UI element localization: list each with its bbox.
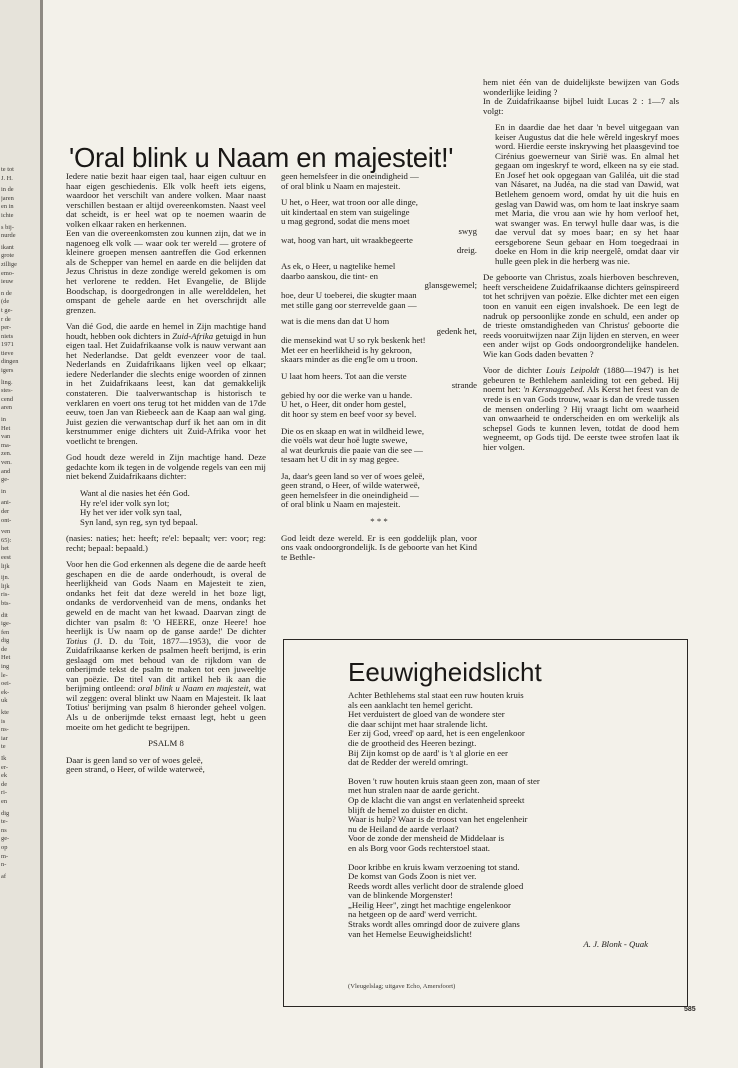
fragment-line: m- <box>1 852 9 860</box>
fragment-line: ris- <box>1 591 10 599</box>
fragment-line: ani- <box>1 499 11 507</box>
fragment-line: nurde <box>1 232 16 240</box>
poem-line: „Heilig Heer", zingt het machtige engelenkoor <box>348 899 511 910</box>
bible-quote: En in daardie dae het daar 'n bevel uitgegaan van keiser Augustus dat die hele wêreld ingeskryf moes word. Hierdie eerste inskrywing het plaasgevind toe Cirénius goewerneur van Sirië was. En almal het gegaan om ingeskryf te word, elkeen na sy eie stad. En Josef het ook opgegaan van Galiléa, uit die stad van Násaret, na Judéa, na die stad van Dawid, wat Betlehem genoem word, omdat hy uit die huis en geslag van Dawid was, om hom te laat inskrye saam met Maria, die vrou aan wie hy hom verloof het, wat swanger was. En terwyl hulle daar was, is die dae vervul dat sy moes baar; en sy het haar eersgeborene Seun gebaar en Hom toegedraai in doeke en Hom in die krip neergelê, omdat daar vir hulle geen plek in die herberg was nie. <box>495 122 679 266</box>
paragraph: God leidt deze wereld. Er is een goddelijk plan, voor ons vaak ondoorgrondelijk. Is de geboorte van het Kind te Bethle- <box>281 532 477 562</box>
fragment-line: ijn. <box>1 574 10 582</box>
fragment-line: dit <box>1 611 8 619</box>
fragment-line: ieuw <box>1 278 14 286</box>
psalm-verse: geen hemelsfeer in die oneindigheid — of oral blink u Naam en majesteit. <box>281 171 419 191</box>
fragment-line: ing <box>1 663 10 671</box>
fragment-line: ikant <box>1 243 14 251</box>
fragment-line: ichte <box>1 211 14 219</box>
fragment-line: en in <box>1 203 14 211</box>
fragment-line: zillige <box>1 260 17 268</box>
poem-line: Voor de zonde der mensheid de Middelaar is <box>348 833 505 844</box>
fragment-line: and <box>1 467 11 475</box>
fragment-line: ven. <box>1 459 12 466</box>
previous-page-text-fragments <box>1 166 37 881</box>
fragment-line: grote <box>1 252 15 260</box>
poem-line: met hun stralen naar de aarde gericht. <box>348 785 480 796</box>
gloss: (nasies: naties; het: heeft; re'el: bepaalt; ver: voor; reg: recht; bepaal: bepaald.) <box>66 533 266 553</box>
fragment-line: in <box>1 487 6 495</box>
fragment-line: ling. <box>1 378 13 386</box>
paragraph: Van dié God, die aarde en hemel in Zijn machtige hand houdt, hebben ook dichters in Zuid-Afrika getuigd in hun eigen taal. Het Zuidafrikaanse volk is nauw verwant aan het Nederlandse. Dat geldt evenzeer voor de taal. Nederlands en Zuidafrikaans lijken veel op elkaar; iedere Nederlander die slechts enige woorden of zinnen in het Zuidafrikaans leest, kan dat gemakkelijk constateren. Die taalverwantschap is historisch te verklaren en voert ons terug tot het midden van de 17de eeuw, toen Jan van Riebeeck aan de Kaap aan wal ging. Juist gezien die verwantschap durf ik het aan om in dit kerstnummer enige dichters uit Zuid-Afrika voor het voetlicht te brengen. <box>66 321 267 446</box>
fragment-line: te- <box>1 818 8 826</box>
fragment-line: eest <box>1 553 11 561</box>
fragment-line: ns- <box>1 726 9 734</box>
article-column-1 <box>66 172 266 782</box>
fragment-line: in <box>1 416 6 424</box>
fragment-line: emo- <box>1 269 15 277</box>
poem-line: blijft de hemel zo duister en dicht. <box>348 804 468 815</box>
fragment-line: de <box>1 645 8 653</box>
poem-line: die de grootheid des Heeren bezingt. <box>348 737 477 748</box>
fragment-line: ge- <box>1 835 10 843</box>
fragment-line: n- <box>1 861 7 869</box>
fragment-line: uk <box>1 697 8 705</box>
paragraph: Iedere natie bezit haar eigen taal, haar eigen cultuur en haar eigen geschiedenis. Elk volk heeft iets eigens, waardoor het verschilt van andere volken. Maar naast verschillen bestaan er altijd overeenkomsten. Naast veel dat scheidt, is er heel wat op te noemen waarin de volken elkaar raken en herkennen. <box>66 171 266 229</box>
fragment-line: te tot <box>1 166 14 173</box>
fragment-line: kte <box>1 709 9 717</box>
fragment-line: ek- <box>1 688 10 696</box>
poem-line: Door kribbe en kruis kwam verzoening tot stand. <box>348 861 520 872</box>
page-number: 585 <box>684 1006 696 1013</box>
poem-stanza <box>348 691 648 768</box>
paragraph: Een van die overeenkomsten zou kunnen zijn, dat we in nagenoeg elk volk — waar ook ter wereld — grotere of kleinere groepen mensen aantreffen die God erkennen als de Schepper van hemel en aarde en die belijden dat Jezus Christus in deze zondige wereld gekomen is om het verlorene te redden. Het Evangelie, de Blijde Boodschap, is doorgedrongen in alle werelddelen, het omspant de gehele aarde en het overschrijdt alle grenzen. <box>66 228 266 315</box>
sidebar-poem-title: Eeuwigheidslicht <box>348 657 542 687</box>
fragment-line: ven <box>1 528 11 536</box>
psalm-verse: U laat hom heers. Tot aan die verste strande gebied hy oor die werke van u hande. U het, o Heer, dit onder hom gestel, dit hoor sy stem en beef voor sy bevel. <box>281 370 477 420</box>
fragment-line: in de <box>1 186 14 194</box>
section-separator: * * * <box>370 515 388 526</box>
poem-line: Boven 't ruw houten kruis staan geen zon, maan of ster <box>348 775 540 786</box>
fragment-line: het <box>1 545 9 553</box>
article-column-3 <box>483 78 679 459</box>
previous-page-strip <box>0 0 40 1068</box>
paragraph: De geboorte van Christus, zoals hierboven beschreven, heeft verscheidene Zuidafrikaanse dichters geïnspireerd tot het schrijven van poëzie. Elke dichter met een eigen toon en vanuit een eigen invalshoek. De een legt de nadruk op persoonlijke zonde en schuld, een ander op de trieste omstandigheden van Christus' geboorte die reeds vooruitwijzen naar Zijn lijden en sterven, en weer een ander wijst op Gods ondoorgrondelijke handelen. Wie kan Gods daden bevatten ? <box>483 272 679 359</box>
fragment-line: ns <box>1 826 7 834</box>
fragment-line: 65): <box>1 536 12 544</box>
paragraph: Voor hen die God erkennen als degene die de aarde heeft geschapen en die de aarde onderhoudt, is overal de heerlijkheid van Gods Naam en Majesteit te zien, ondanks het feit dat deze wereld in het boze ligt, ondanks de verdorvenheid van de mens, ondanks het geweld en de macht van het kwaad. Daarvan zingt de dichter van psalm 8: 'O HEERE, onze Heere! hoe heerlijk is Uw naam op de ganse aarde!' De dichter Totius (J. D. du Toit, 1877—1953), die voor de Zuidafrikaanse kerken de psalmen heeft berijmd, is erin geslaagd om met behoud van de rijkdom van de onberijmde tekst de psalm te maken tot een juweeltje van poëzie. De titel van dit artikel heb ik aan die berijming ontleend: oral blink u Naam en majesteit, wat wil zeggen: overal blinkt uw Naam en Majesteit. Ik laat Totius' berijming van psalm 8 hieronder geheel volgen. Als u de onberijmde tekst ernaast legt, hebt u geen moeite om het gedicht te begrijpen. <box>66 559 266 732</box>
psalm-verse: Ja, daar's geen land so ver of woes geleë, geen strand, o Heer, of wilde waterweë, geen hemelsfeer in die oneindigheid — of oral blink u Naam en majesteit. <box>281 470 425 510</box>
fragment-line: ri- <box>1 789 8 797</box>
fragment-line: r de <box>1 315 11 323</box>
fragment-line: dig <box>1 637 10 645</box>
paragraph: In de Zuidafrikaanse bijbel luidt Lucas 2 : 1—7 als volgt: <box>483 96 679 116</box>
poem-line: Waar is hulp? Waar is de troost van het engelenheir <box>348 814 528 825</box>
psalm-verse: wat is die mens dan dat U hom gedenk het, die mensekind wat U so ryk beskenk het! Met eer en heerlikheid is hy gekroon, skaars minder as die eng'le om u troon. <box>281 316 477 365</box>
fragment-line: bts- <box>1 599 11 607</box>
fragment-line: stes- <box>1 387 13 395</box>
quoted-verse: Want al die nasies het één God. Hy re'el ider volk syn lot; Hy het ver ider volk syn taal, Syn land, syn reg, syn tyd bepaal. <box>80 487 198 527</box>
poem-line: van de blinkende Morgenster! <box>348 890 454 901</box>
fragment-line: niets <box>1 332 14 340</box>
article-title: 'Oral blink u Naam en majesteit!' <box>69 142 454 174</box>
poem-line: van het Hemelse Eeuwigheidslicht! <box>348 928 473 939</box>
poem-line: nu de Heiland de aarde verlaat? <box>348 823 459 834</box>
psalm-verse: Daar is geen land so ver of woes geleë, geen strand, o Heer, of wilde waterweë, <box>66 754 205 775</box>
fragment-line: ge- <box>1 476 10 484</box>
paragraph: God houdt deze wereld in Zijn machtige hand. Deze gedachte kom ik tegen in de volgende regels van een mij niet bekend Zuidafrikaans dichter: <box>66 452 266 482</box>
poem-line: Eer zij God, vreed' op aard, het is een engelenkoor <box>348 728 525 739</box>
poem-author: A. J. Blonk - Quak <box>583 939 648 950</box>
fragment-line: ige- <box>1 620 11 628</box>
fragment-line: ont- <box>1 516 12 524</box>
fragment-line: oei- <box>1 680 11 688</box>
fragment-line: lijk <box>1 562 10 570</box>
paragraph: Voor de dichter Louis Leipoldt (1880—1947) is het gebeuren te Bethlehem aanleiding tot een gebed. Hij noemt het: 'n Kersnaggebed. Als Kerst het feest van de vrede is en van Gods trouw, waar is dan de vrede tussen de mensen onderling ? Hij vraagt licht om waarheid van onwaarheid te onderscheiden en om werkelijk als schepsel Gods te kunnen leven, totdat de dood hem wegneemt, op Gods tijd. De eerste twee strofen laat ik hier volgen. <box>483 365 679 452</box>
fragment-line: lijk <box>1 582 10 590</box>
poem-line: Het verduistert de gloed van de wondere ster <box>348 709 505 720</box>
fragment-line: zen. <box>1 450 12 458</box>
sidebar-poem-body <box>348 691 648 950</box>
poem-line: Achter Bethlehems stal staat een ruw houten kruis <box>348 690 524 700</box>
poem-line: en als Borg voor Gods rechterstoel staat. <box>348 842 490 853</box>
fragment-line: n de <box>1 289 12 297</box>
fragment-line: de <box>1 780 8 788</box>
fragment-line: jaren <box>1 194 14 202</box>
fragment-line: le- <box>1 671 8 679</box>
poem-line: dat de Redder der wereld omringt. <box>348 757 469 768</box>
fragment-line: ma- <box>1 441 11 449</box>
fragment-line: 1971 <box>1 341 14 349</box>
article-column-2 <box>281 172 477 569</box>
fragment-line: Het <box>1 424 11 432</box>
fragment-line: af <box>1 872 6 880</box>
fragment-line: ek <box>1 772 8 780</box>
fragment-line: tieve <box>1 349 14 357</box>
sidebar-poem-box <box>283 639 688 1007</box>
poem-source: (Vleugelslag; uitgave Echo, Amersfoort) <box>348 983 456 990</box>
fragment-line: aren <box>1 404 12 412</box>
fragment-line: dig <box>1 809 10 817</box>
psalm-verse: As ek, o Heer, u nagtelike hemel daarbo aanskou, die tint- en glansgewemel; hoe, deur U toeberei, die skugter maan met stille gang oor sterrevelde gaan — <box>281 261 477 310</box>
fragment-line: Ik <box>1 755 7 762</box>
poem-line: als een aanklacht ten hemel gericht. <box>348 699 473 710</box>
fragment-line: Het <box>1 654 11 662</box>
fragment-line: te <box>1 743 6 751</box>
psalm-verse: U het, o Heer, wat troon oor alle dinge, uit kindertaal en stem van suigelinge u mag gegrond, sodat die mens moet swyg wat, hoog van hart, uit wraakbegeerte dreig. <box>281 197 477 255</box>
paragraph: hem niet één van de duidelijkste bewijzen van Gods wonderlijke leiding ? <box>483 77 679 97</box>
fragment-line: cend <box>1 395 14 403</box>
poem-line: Straks wordt alles omringd door de zuivere glans <box>348 919 520 930</box>
poem-line: Bij Zijn komst op de aard' is 't al glorie en eer <box>348 747 508 758</box>
poem-line: Op de klacht die van angst en verlatenheid spreekt <box>348 794 525 805</box>
fragment-line: der <box>1 507 10 515</box>
poem-line: De komst van Gods Zoon is niet ver. <box>348 871 477 882</box>
fragment-line: is <box>1 717 6 725</box>
fragment-line: J. H. <box>1 174 13 182</box>
fragment-line: (de <box>1 298 10 306</box>
psalm-verse: Die os en skaap en wat in wildheid lewe, die voëls wat deur hoë lugte swewe, al wat deurkruis die paaie van die see — tesaam het U dit in sy mag gegee. <box>281 425 425 465</box>
fragment-line: igers <box>1 367 14 375</box>
fragment-line: op <box>1 843 8 851</box>
fragment-line: er- <box>1 763 8 771</box>
poem-stanza <box>348 863 648 940</box>
poem-line: Reeds wordt alles verlicht door de stralende gloed <box>348 880 524 891</box>
poem-stanza <box>348 777 648 854</box>
poem-line: na hetgeen op de aard' werd verricht. <box>348 909 478 920</box>
fragment-line: dingen <box>1 358 19 366</box>
fragment-line: s bij- <box>1 223 14 231</box>
fragment-line: en <box>1 797 8 805</box>
poem-line: die daar schijnt met haar stralende licht. <box>348 718 488 729</box>
psalm-heading: PSALM 8 <box>148 738 184 749</box>
fragment-line: iar <box>1 734 8 742</box>
fragment-line: per- <box>1 324 12 332</box>
fragment-line: van <box>1 433 11 441</box>
fragment-line: fen <box>1 628 10 636</box>
fragment-line: t ge- <box>1 306 13 314</box>
